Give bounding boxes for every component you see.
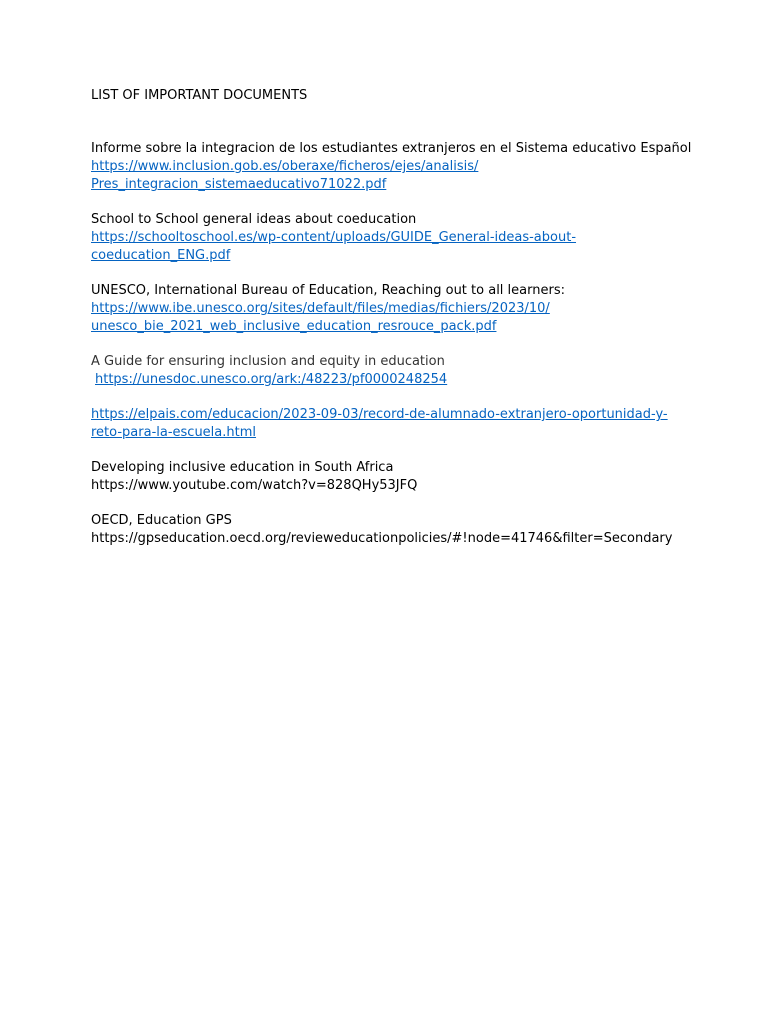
- entry-heading: School to School general ideas about coeducation: [91, 212, 417, 227]
- entry-link[interactable]: https://www.inclusion.gob.es/oberaxe/ficheros/ejes/analisis/: [91, 159, 479, 174]
- entry-link[interactable]: https://www.ibe.unesco.org/sites/default/files/medias/fichiers/2023/10/: [91, 301, 550, 316]
- entry-link-continued[interactable]: coeducation_ENG.pdf: [91, 248, 231, 263]
- entry-heading: Developing inclusive education in South Africa: [91, 460, 394, 475]
- entry-heading: A Guide for ensuring inclusion and equity in education: [91, 354, 445, 369]
- entry-heading: UNESCO, International Bureau of Education, Reaching out to all learners:: [91, 283, 565, 298]
- entry-link[interactable]: https://schooltoschool.es/wp-content/uploads/GUIDE_General-ideas-about-: [91, 230, 577, 245]
- entry-coeducation-guide: [91, 211, 691, 265]
- entry-heading: Informe sobre la integracion de los estudiantes extranjeros en el Sistema educativo Español: [91, 141, 692, 156]
- entry-elpais-article: [91, 406, 691, 442]
- spacer: [91, 336, 691, 353]
- entry-url-text: https://www.youtube.com/watch?v=828QHy53JFQ: [91, 478, 418, 493]
- entry-heading: OECD, Education GPS: [91, 513, 232, 528]
- spacer: [91, 194, 691, 211]
- entry-link-continued[interactable]: unesco_bie_2021_web_inclusive_education_resrouce_pack.pdf: [91, 319, 497, 334]
- spacer: [91, 495, 691, 512]
- document-page: [91, 87, 691, 548]
- spacer: [91, 389, 691, 406]
- entry-inclusion-report: [91, 140, 691, 194]
- entry-link-continued[interactable]: Pres_integracion_sistemaeducativo71022.pdf: [91, 177, 387, 192]
- document-title: LIST OF IMPORTANT DOCUMENTS: [91, 88, 308, 103]
- entry-link-continued[interactable]: reto-para-la-escuela.html: [91, 425, 257, 440]
- spacer: [91, 265, 691, 282]
- entry-south-africa-video: [91, 459, 691, 495]
- entry-link[interactable]: https://unesdoc.unesco.org/ark:/48223/pf0000248254: [95, 372, 448, 387]
- entry-unesco-ibe: [91, 282, 691, 336]
- entry-inclusion-equity-guide: [91, 353, 691, 389]
- entry-url-text: https://gpseducation.oecd.org/revieweducationpolicies/#!node=41746&filter=Secondary: [91, 531, 673, 546]
- entry-link[interactable]: https://elpais.com/educacion/2023-09-03/record-de-alumnado-extranjero-oportunidad-y-: [91, 407, 668, 422]
- entry-link-row: [91, 371, 691, 389]
- entry-oecd-gps: [91, 512, 691, 548]
- spacer: [91, 442, 691, 459]
